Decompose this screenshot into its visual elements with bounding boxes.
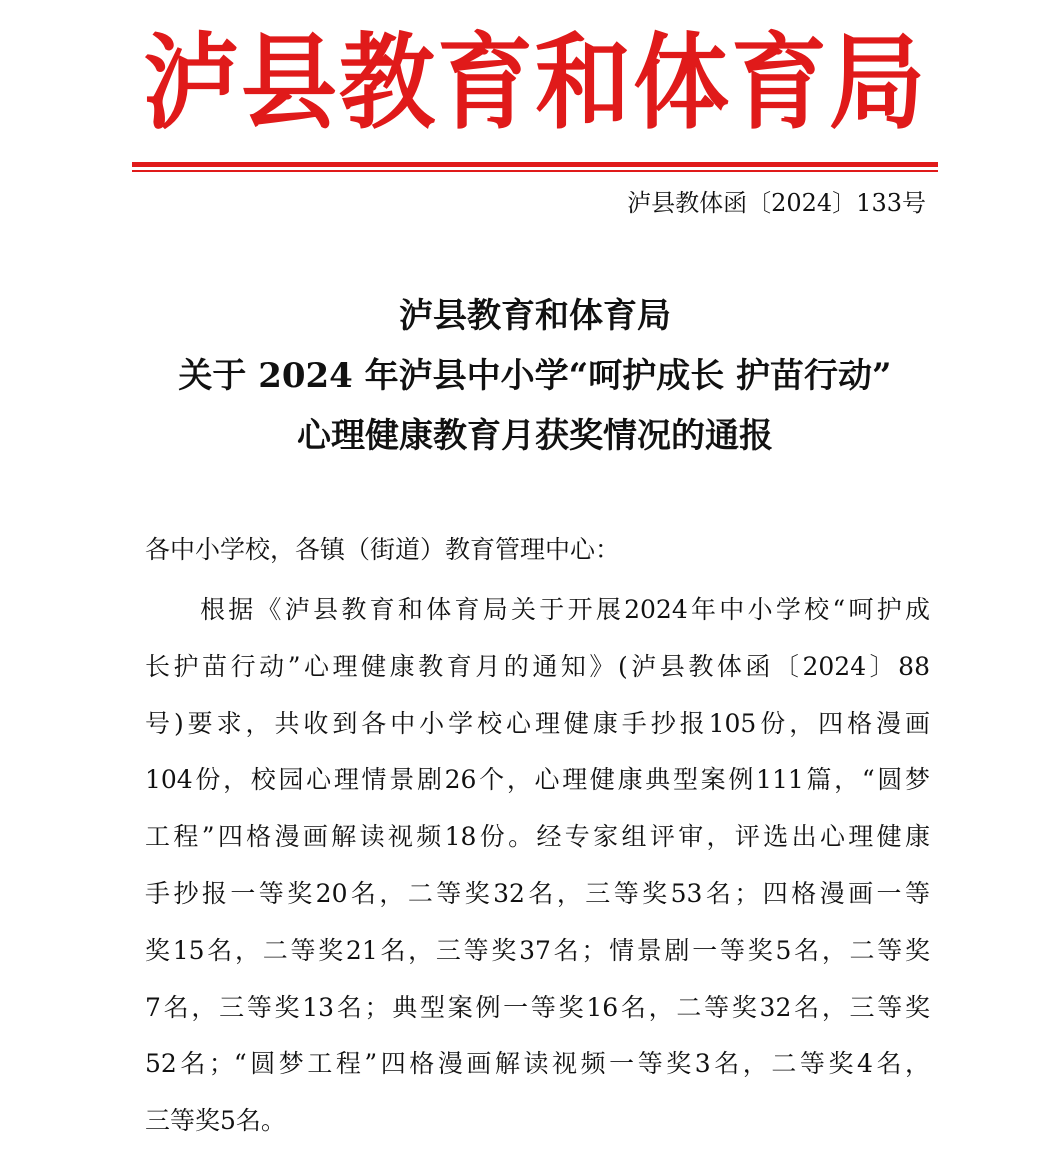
letterhead-rule-thin [132,170,938,172]
title-line-3: 心理健康教育月获奖情况的通报 [297,416,773,456]
paragraph-line: 手抄报一等奖20名，二等奖32名，三等奖53名；四格漫画一等 [145,878,930,908]
title-line-1: 泸县教育和体育局 [399,296,671,336]
body-paragraph [145,582,930,1150]
organization-letterhead: 泸县教育和体育局 [143,22,927,144]
paragraph-line: 长护苗行动”心理健康教育月的通知》(泸县教体函〔2024〕88 [145,651,930,681]
document-title [120,286,950,466]
paragraph-line: 三等奖5名。 [145,1106,286,1136]
document-number: 泸县教体函〔2024〕133号 [627,189,926,217]
paragraph-line: 号)要求，共收到各中小学校心理健康手抄报105份，四格漫画 [145,708,930,738]
paragraph-line: 工程”四格漫画解读视频18份。经专家组评审，评选出心理健康 [145,822,930,852]
paragraph-line: 104份，校园心理情景剧26个，心理健康典型案例111篇，“圆梦 [145,765,930,795]
letterhead-rule-thick [132,162,938,167]
paragraph-line: 52名；“圆梦工程”四格漫画解读视频一等奖3名，二等奖4名， [145,1049,930,1079]
paragraph-line: 根据《泸县教育和体育局关于开展2024年中小学校“呵护成 [200,595,930,624]
title-line-2: 关于 2024 年泸县中小学“呵护成长 护苗行动” [178,356,892,396]
paragraph-line: 奖15名，二等奖21名，三等奖37名；情景剧一等奖5名，二等奖 [145,935,930,965]
paragraph-line: 7名，三等奖13名；典型案例一等奖16名，二等奖32名，三等奖 [145,992,930,1022]
salutation: 各中小学校，各镇（街道）教育管理中心： [145,535,621,564]
